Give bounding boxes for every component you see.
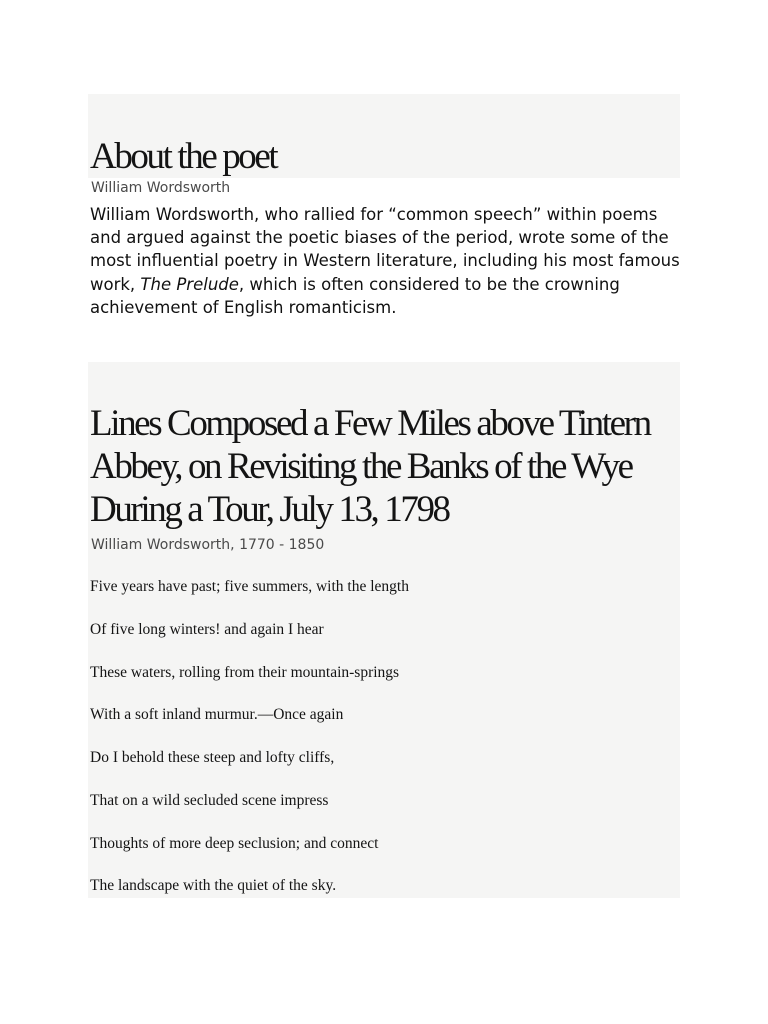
bio-text-end: , which is often considered to be the crowning achievement of English romanticism. [90,274,620,317]
bio-text-start: William Wordsworth, who rallied for “common speech” within poems and argued against the poetic biases of the period, wrote some of the most influential poetry in Western literature, including his most famous work, [90,205,680,294]
poem-title: Lines Composed a Few Miles above Tintern Abbey, on Revisiting the Banks of the Wye During a Tour, July 13, 1798 [90,403,650,530]
poem-line: Thoughts of more deep seclusion; and connect [90,835,379,852]
about-title: About the poet [90,136,277,177]
poem-line: Five years have past; five summers, with the length [90,578,409,595]
poem-line: Of five long winters! and again I hear [90,621,324,638]
bio-work-title: The Prelude [140,274,239,294]
poem-byline: William Wordsworth, 1770 - 1850 [91,537,325,553]
poem-line: That on a wild secluded scene impress [90,792,329,809]
poem-line: Do I behold these steep and lofty cliffs, [90,749,335,766]
poem-line: These waters, rolling from their mountain-springs [90,664,400,681]
about-author: William Wordsworth [91,180,231,196]
poem-line: With a soft inland murmur.—Once again [90,706,344,723]
about-bio [90,203,680,319]
poem-line: The landscape with the quiet of the sky. [90,877,337,894]
